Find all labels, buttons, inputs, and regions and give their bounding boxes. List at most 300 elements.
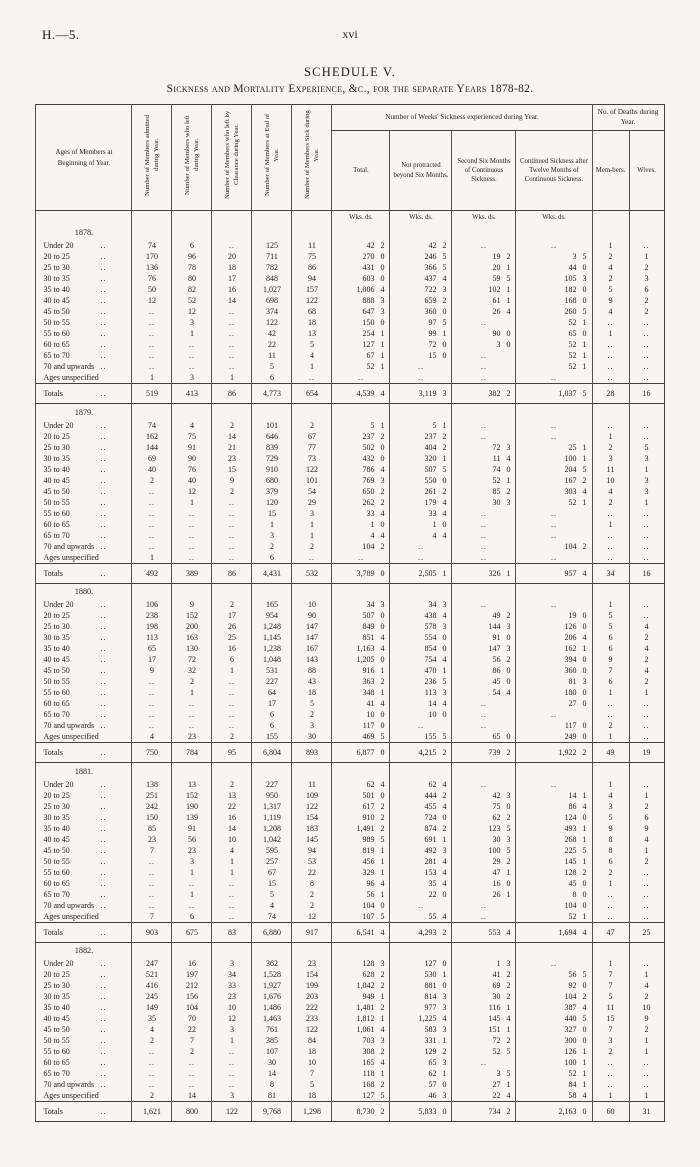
data-cell: 2 [592, 867, 629, 878]
data-cell: 1,463 [252, 1013, 292, 1024]
weeks-value: 246 [424, 252, 437, 261]
data-cell: .. [390, 900, 452, 911]
age-label: 65 to 70 [43, 351, 70, 360]
empty-cell [212, 942, 252, 958]
data-cell: 104 [172, 1002, 212, 1013]
weeks-value: 507 [362, 611, 375, 620]
data-cell: .. [592, 1068, 629, 1079]
age-label: 50 to 55 [43, 497, 70, 507]
data-cell: .. [592, 339, 629, 350]
weeks-value: 530 [424, 970, 437, 979]
data-cell: 1 [292, 530, 332, 541]
age-label: Ages unspecified [43, 552, 99, 562]
weeks-value: 27 [568, 699, 577, 708]
weeks-value: 69 [492, 981, 501, 990]
data-cell: 96 [172, 251, 212, 262]
col-header-members: Mem-bers. [592, 131, 629, 211]
data-cell: 910 [252, 464, 292, 475]
table-row [36, 856, 664, 867]
empty-cell [629, 763, 664, 779]
data-cell [390, 339, 452, 350]
data-cell: 17 [212, 610, 252, 621]
empty-cell [332, 763, 390, 779]
data-cell: 3 [592, 801, 629, 812]
days-value: 1 [582, 834, 587, 844]
data-cell: 800 [172, 1102, 212, 1122]
table-row [36, 969, 664, 980]
age-label: 25 to 30 [43, 263, 70, 272]
data-cell: 74 [132, 420, 172, 431]
data-cell: 1,486 [252, 1002, 292, 1013]
data-cell: .. [592, 508, 629, 519]
age-label: 20 to 25 [43, 431, 70, 441]
data-cell: 75 [172, 431, 212, 442]
empty-cell [332, 224, 390, 240]
data-cell: .. [212, 676, 252, 687]
days-value: 2 [582, 992, 587, 1001]
leader-dots: .. [100, 699, 107, 708]
data-cell: .. [132, 900, 172, 911]
data-cell [332, 508, 390, 519]
data-cell [452, 1002, 516, 1013]
data-cell: .. [592, 317, 629, 328]
data-cell: 150 [132, 812, 172, 823]
days-value: 0 [582, 655, 587, 664]
data-cell: .. [172, 519, 212, 530]
days-value: 5 [380, 834, 385, 844]
data-cell [452, 621, 516, 632]
weeks-value: 769 [362, 475, 375, 485]
data-cell: 6 [252, 709, 292, 720]
data-cell [332, 1013, 390, 1024]
data-cell [516, 834, 592, 845]
weeks-value: 86 [568, 801, 577, 811]
data-cell: 903 [132, 922, 172, 942]
empty-cell [516, 583, 592, 599]
unit-label: Wks. ds. [516, 211, 592, 225]
age-cell [36, 339, 132, 350]
days-value: 5 [442, 263, 447, 272]
data-cell [332, 889, 390, 900]
table-row [36, 676, 664, 687]
weeks-value: 165 [362, 1058, 375, 1067]
weeks-value: 438 [424, 611, 437, 620]
data-cell: .. [132, 856, 172, 867]
table-row [36, 801, 664, 812]
empty-cell [172, 224, 212, 240]
data-cell [516, 1057, 592, 1068]
data-cell: 25 [629, 922, 664, 942]
data-cell: 2 [292, 900, 332, 911]
data-cell: 74 [252, 911, 292, 923]
age-cell [36, 911, 132, 923]
data-cell: .. [172, 541, 212, 552]
days-value: 2 [582, 475, 587, 485]
data-cell: 3 [629, 475, 664, 486]
data-cell: 1 [629, 969, 664, 980]
data-cell [516, 720, 592, 731]
data-cell [332, 361, 390, 372]
days-value: 1 [506, 1025, 511, 1034]
data-cell: .. [592, 900, 629, 911]
days-value: 0 [380, 900, 385, 910]
days-value: 2 [442, 296, 447, 305]
year-label: 1879. [36, 404, 132, 420]
leader-dots: .. [100, 779, 107, 789]
data-cell: .. [592, 350, 629, 361]
data-cell [390, 453, 452, 464]
data-cell: .. [132, 306, 172, 317]
weeks-value: 145 [564, 856, 577, 866]
data-cell: 839 [252, 442, 292, 453]
data-cell: 23 [292, 958, 332, 969]
data-cell: .. [629, 698, 664, 709]
leader-dots: .. [100, 1003, 107, 1012]
leader-dots: .. [100, 1014, 107, 1023]
days-value: 4 [506, 307, 511, 316]
weeks-value: 86 [492, 666, 501, 675]
data-cell: 1 [629, 845, 664, 856]
weeks-value: 300 [564, 1036, 577, 1045]
data-cell: .. [132, 328, 172, 339]
data-cell [452, 845, 516, 856]
weeks-value: 124 [564, 812, 577, 822]
data-cell: 5 [252, 361, 292, 372]
data-cell: 2 [292, 889, 332, 900]
data-cell [332, 599, 390, 610]
days-value: 5 [442, 732, 447, 741]
days-value: 1 [380, 856, 385, 866]
weeks-value: 8 [572, 889, 577, 899]
totals-row [36, 743, 664, 763]
data-cell: .. [172, 552, 212, 564]
data-cell [452, 991, 516, 1002]
weeks-value: 100 [564, 453, 577, 463]
data-cell [332, 621, 390, 632]
empty-cell [172, 763, 212, 779]
days-value: 1 [380, 845, 385, 855]
age-cell [36, 453, 132, 464]
data-cell: .. [629, 339, 664, 350]
data-cell: 6 [592, 643, 629, 654]
weeks-value: 41 [492, 970, 501, 979]
data-cell [516, 475, 592, 486]
days-value: 1 [506, 263, 511, 272]
empty-cell [629, 211, 664, 225]
days-value: 1 [582, 453, 587, 463]
data-cell: 362 [252, 958, 292, 969]
age-label: 20 to 25 [43, 790, 70, 800]
data-cell: 14 [212, 295, 252, 306]
age-cell [36, 801, 132, 812]
data-cell: .. [629, 900, 664, 911]
data-cell: 122 [292, 801, 332, 812]
days-value: 3 [380, 959, 385, 968]
days-value: 5 [582, 970, 587, 979]
data-cell: 222 [292, 1002, 332, 1013]
age-label: 60 to 65 [43, 519, 70, 529]
data-cell: 2 [629, 262, 664, 273]
data-cell: .. [629, 610, 664, 621]
days-value: 1 [582, 318, 587, 327]
data-cell [452, 665, 516, 676]
data-cell [332, 563, 390, 583]
empty-cell [592, 583, 629, 599]
age-cell [36, 273, 132, 284]
data-cell [516, 687, 592, 698]
empty-cell [629, 942, 664, 958]
age-label: 65 to 70 [43, 530, 70, 540]
leader-dots: .. [100, 1047, 107, 1056]
days-value: 5 [442, 252, 447, 261]
leader-dots: .. [100, 633, 107, 642]
empty-cell [390, 583, 452, 599]
weeks-value: 84 [568, 1080, 577, 1089]
weeks-value: 3 [496, 1069, 501, 1078]
data-cell: 16 [212, 284, 252, 295]
data-cell [516, 889, 592, 900]
days-value: 0 [442, 981, 447, 990]
empty-cell [212, 404, 252, 420]
days-value: 2 [442, 927, 447, 937]
data-cell: 183 [292, 823, 332, 834]
weeks-value: 11 [492, 453, 501, 463]
weeks-value: 151 [488, 1025, 501, 1034]
data-cell: 1,042 [252, 834, 292, 845]
data-cell: 385 [252, 1035, 292, 1046]
data-cell: 157 [292, 284, 332, 295]
table-row [36, 1002, 664, 1013]
table-row [36, 911, 664, 923]
age-label: 65 to 70 [43, 1069, 70, 1078]
days-value: 1 [506, 568, 511, 578]
data-cell [332, 743, 390, 763]
weeks-value: 58 [568, 1091, 577, 1100]
data-cell: 1 [629, 1090, 664, 1102]
weeks-value: 117 [362, 721, 375, 730]
totals-row [36, 563, 664, 583]
data-cell: 18 [292, 1046, 332, 1057]
empty-cell [212, 211, 252, 225]
data-cell [332, 720, 390, 731]
data-cell [332, 834, 390, 845]
table-row [36, 980, 664, 991]
days-value: 4 [442, 801, 447, 811]
empty-cell [252, 583, 292, 599]
data-cell: 4 [629, 665, 664, 676]
data-cell: 2 [592, 251, 629, 262]
data-cell: 67 [292, 431, 332, 442]
document-reference: H.—5. [42, 27, 80, 42]
data-cell: 1 [629, 1046, 664, 1057]
days-value: 4 [442, 856, 447, 866]
days-value: 1 [380, 992, 385, 1001]
data-cell: 1 [629, 497, 664, 508]
weeks-value: 26 [492, 307, 501, 316]
weeks-value: 65 [428, 1058, 437, 1067]
table-row [36, 339, 664, 350]
weeks-value: 204 [564, 464, 577, 474]
data-cell: 242 [132, 801, 172, 812]
weeks-value: 45 [492, 677, 501, 686]
days-value: 5 [442, 318, 447, 327]
days-value: 4 [442, 699, 447, 708]
data-cell: 698 [252, 295, 292, 306]
weeks-value: 27 [492, 1080, 501, 1089]
data-cell: 12 [172, 486, 212, 497]
leader-dots: .. [100, 530, 107, 540]
data-cell: 784 [172, 743, 212, 763]
data-cell: 16 [172, 958, 212, 969]
weeks-value: 327 [564, 1025, 577, 1034]
data-cell: 49 [592, 743, 629, 763]
data-cell: 88 [292, 665, 332, 676]
data-cell [516, 991, 592, 1002]
data-cell [516, 911, 592, 923]
days-value: 4 [442, 274, 447, 283]
data-cell [332, 486, 390, 497]
data-cell: .. [592, 552, 629, 564]
data-cell: 18 [292, 687, 332, 698]
data-cell: 374 [252, 306, 292, 317]
table-row [36, 845, 664, 856]
data-cell [516, 610, 592, 621]
data-cell [332, 1079, 390, 1090]
data-cell: 70 [172, 1013, 212, 1024]
data-cell: 107 [252, 1046, 292, 1057]
days-value: 4 [380, 699, 385, 708]
data-cell: 1,927 [252, 980, 292, 991]
age-label: 20 to 25 [43, 970, 70, 979]
empty-cell [452, 583, 516, 599]
data-cell: .. [452, 372, 516, 384]
data-cell [516, 900, 592, 911]
weeks-value: 957 [564, 568, 577, 578]
data-cell: .. [452, 1057, 516, 1068]
data-cell: 106 [132, 599, 172, 610]
data-cell [390, 812, 452, 823]
leader-dots: .. [100, 927, 107, 937]
age-cell [36, 1057, 132, 1068]
days-value: 5 [442, 464, 447, 474]
days-value: 2 [506, 970, 511, 979]
data-cell: 198 [132, 621, 172, 632]
days-value: 3 [442, 992, 447, 1001]
table-row [36, 1035, 664, 1046]
totals-label-cell [36, 563, 132, 583]
days-value: 3 [380, 296, 385, 305]
empty-cell [132, 763, 172, 779]
table-row [36, 709, 664, 720]
weeks-value: 550 [424, 475, 437, 485]
weeks-value: 724 [424, 812, 437, 822]
days-value: 2 [506, 252, 511, 261]
data-cell: .. [592, 361, 629, 372]
weeks-value: 34 [428, 600, 437, 609]
days-value: 1 [582, 790, 587, 800]
data-cell: 109 [292, 790, 332, 801]
age-cell [36, 1002, 132, 1013]
data-cell: 2 [629, 1024, 664, 1035]
leader-dots: .. [100, 748, 107, 757]
data-cell [452, 1079, 516, 1090]
days-value: 0 [506, 666, 511, 675]
data-cell: .. [212, 306, 252, 317]
table-row [36, 632, 664, 643]
table-row [36, 475, 664, 486]
empty-cell [592, 211, 629, 225]
age-cell [36, 779, 132, 790]
data-cell: 3 [292, 720, 332, 731]
days-value: 1 [442, 420, 447, 430]
days-value: 1 [506, 285, 511, 294]
table-row [36, 834, 664, 845]
data-cell: .. [212, 350, 252, 361]
data-cell [332, 273, 390, 284]
table-row [36, 731, 664, 743]
data-cell [516, 497, 592, 508]
table-row [36, 431, 664, 442]
data-cell: .. [212, 687, 252, 698]
data-cell [516, 339, 592, 350]
weeks-value: 1,042 [356, 981, 375, 990]
data-cell: 22 [252, 339, 292, 350]
weeks-value: 16 [492, 878, 501, 888]
data-cell: .. [516, 519, 592, 530]
days-value: 4 [442, 611, 447, 620]
days-value: 0 [582, 611, 587, 620]
days-value: 4 [442, 508, 447, 518]
data-cell [332, 911, 390, 923]
totals-row [36, 384, 664, 404]
weeks-value: 628 [362, 970, 375, 979]
data-cell [516, 328, 592, 339]
data-cell: 113 [132, 632, 172, 643]
weeks-value: 99 [428, 329, 437, 338]
empty-cell [292, 942, 332, 958]
weeks-value: 1,225 [418, 1014, 437, 1023]
data-cell [390, 632, 452, 643]
data-cell: 1 [629, 251, 664, 262]
table-body [36, 211, 664, 1122]
data-cell: 86 [292, 262, 332, 273]
col-header-wives: Wives. [629, 131, 664, 211]
data-cell [452, 643, 516, 654]
age-label: Ages unspecified [43, 373, 99, 382]
data-cell: 1 [172, 867, 212, 878]
leader-dots: .. [100, 519, 107, 529]
leader-dots: .. [100, 666, 107, 675]
data-cell: .. [132, 1046, 172, 1057]
leader-dots: .. [100, 900, 107, 910]
running-header [0, 0, 700, 43]
data-cell: 152 [172, 790, 212, 801]
data-cell [390, 240, 452, 251]
empty-cell [592, 224, 629, 240]
data-cell [390, 464, 452, 475]
data-cell: .. [516, 372, 592, 384]
data-cell: 10 [212, 834, 252, 845]
data-cell [390, 1102, 452, 1122]
data-cell [452, 878, 516, 889]
data-cell: .. [592, 420, 629, 431]
data-cell: 167 [292, 643, 332, 654]
data-cell [390, 1068, 452, 1079]
weeks-value: 113 [424, 688, 437, 697]
data-cell: .. [172, 900, 212, 911]
data-cell: .. [629, 350, 664, 361]
data-cell [332, 687, 390, 698]
